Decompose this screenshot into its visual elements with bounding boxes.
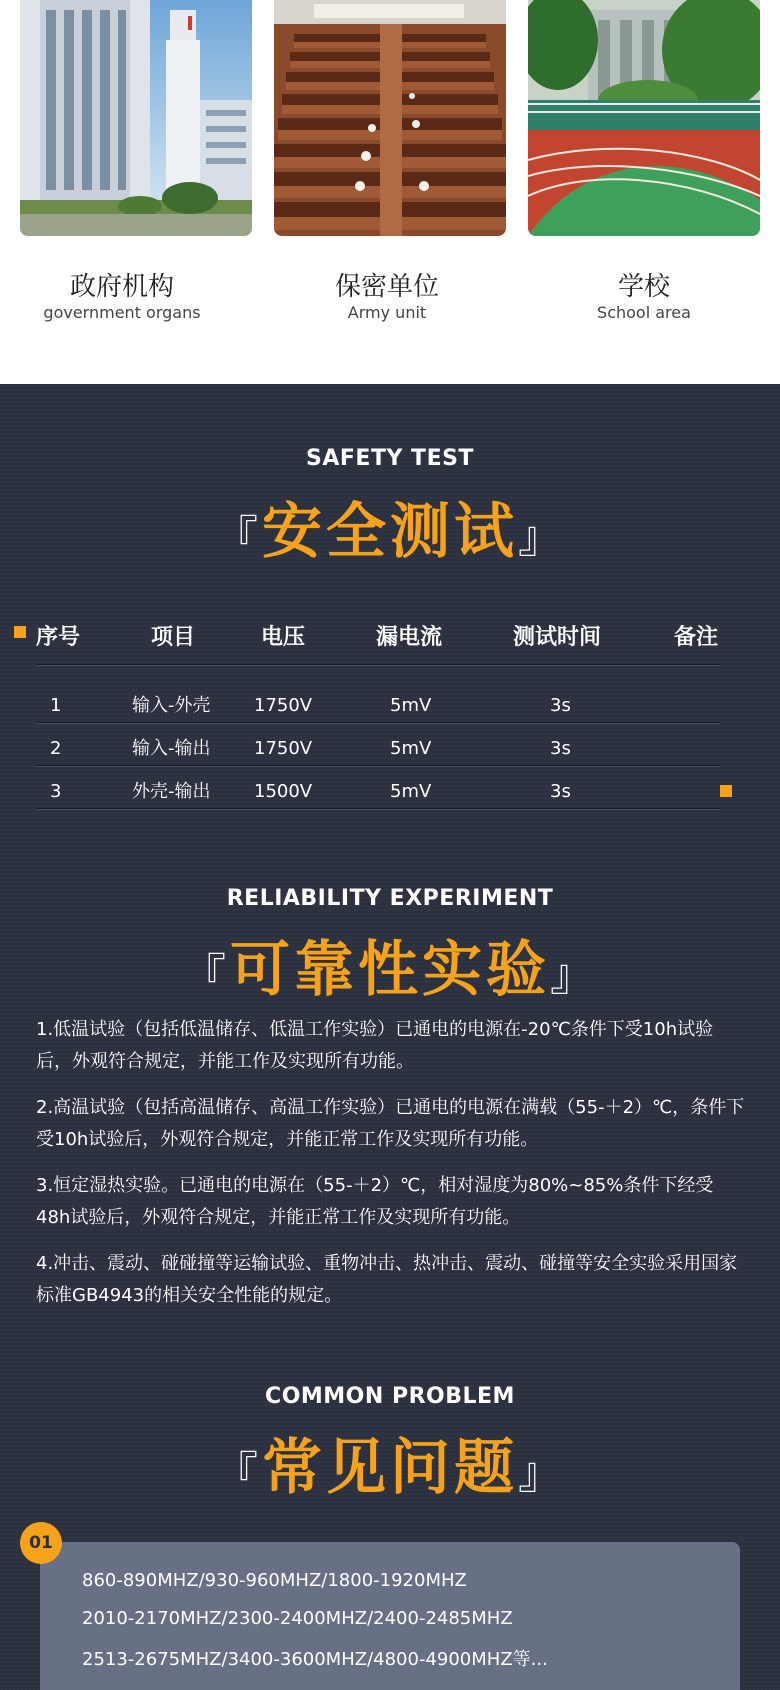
header-voltage: 电压 [261,625,306,650]
faq-line: 2513-2675MHZ/3400-3600MHZ/4800-4900MHZ等... [82,1649,548,1670]
auditorium-seats-illustration [274,0,506,236]
cell-seq: 1 [50,695,62,716]
cell-seq: 3 [50,781,62,802]
common-title-en: COMMON PROBLEM [265,1384,515,1409]
cell-item: 外壳-输出 [132,781,211,802]
table-row [36,729,720,769]
table-divider [36,722,720,724]
cell-test-time: 3s [550,695,571,716]
header-remarks: 备注 [674,625,719,650]
table-header [36,618,720,658]
cell-leakage: 5mV [390,738,432,759]
bracket-open: 『 [214,512,262,563]
header-seq: 序号 [36,625,81,650]
table-divider [36,808,720,810]
government-caption: 政府机构 [69,272,174,302]
army-caption-en: Army unit [347,303,427,322]
spec-section [0,384,780,1690]
cell-test-time: 3s [550,738,571,759]
government-building-image [20,0,252,236]
school-caption: 学校 [617,272,670,302]
school-running-track-illustration [528,0,760,236]
table-row [36,686,720,726]
orange-square-marker [14,626,26,638]
table-row [36,772,720,812]
orange-square-marker [720,785,732,797]
reliability-item-3: 3.恒定湿热实验。已通电的电源在（55-＋2）℃，相对湿度为80%~85%条件下经受48h试验后，外观符合规定，并能正常工作及实现所有功能。 [36,1175,714,1228]
bracket-close: 』 [518,1448,566,1499]
applications-section [0,0,780,384]
table-divider [36,765,720,767]
safety-title-cn [0,484,780,570]
faq-line: 860-890MHZ/930-960MHZ/1800-1920MHZ [82,1570,467,1591]
safety-title-en: SAFETY TEST [306,446,474,471]
school-track-image [528,0,760,236]
header-item: 项目 [151,625,196,650]
reliability-item-4: 4.冲击、震动、碰碰撞等运输试验、重物冲击、热冲击、震动、碰撞等安全实验采用国家标准GB4943的相关安全性能的规定。 [36,1253,738,1306]
cell-item: 输入-输出 [132,738,211,759]
reliability-item-1: 1.低温试验（包括低温储存、低温工作实验）已通电的电源在-20℃条件下受10h试验后，外观符合规定，并能工作及实现所有功能。 [36,1019,714,1072]
table-divider [36,664,720,666]
cell-seq: 2 [50,738,62,759]
common-title-cn [0,1420,780,1506]
government-building-illustration [20,0,252,236]
faq-number-badge: 01 [20,1522,62,1564]
bracket-open: 『 [182,950,230,1001]
cell-leakage: 5mV [390,695,432,716]
auditorium-image [274,0,506,236]
army-caption: 保密单位 [334,272,439,302]
cell-voltage: 1750V [254,695,313,716]
cell-test-time: 3s [550,781,571,802]
bracket-close: 』 [518,512,566,563]
school-caption-en: School area [597,303,691,322]
bracket-close: 』 [550,950,598,1001]
reliability-item-2: 2.高温试验（包括高温储存、高温工作实验）已通电的电源在满载（55-＋2）℃，条件下受10h试验后，外观符合规定，并能正常工作及实现所有功能。 [36,1097,745,1150]
safety-title-text: 安全测试 [262,497,518,567]
reliability-title-text: 可靠性实验 [230,935,550,1005]
reliability-title-cn [0,922,780,1008]
faq-answer-box [40,1542,740,1690]
header-test-time: 测试时间 [513,625,602,650]
reliability-title-en: RELIABILITY EXPERIMENT [226,886,554,911]
bracket-open: 『 [214,1448,262,1499]
cell-item: 输入-外壳 [132,695,211,716]
cell-leakage: 5mV [390,781,432,802]
government-caption-en: government organs [43,303,201,322]
faq-line: 2010-2170MHZ/2300-2400MHZ/2400-2485MHZ [82,1608,513,1629]
common-title-text: 常见问题 [262,1433,518,1503]
cell-voltage: 1750V [254,738,313,759]
header-leakage: 漏电流 [376,625,443,650]
cell-voltage: 1500V [254,781,313,802]
